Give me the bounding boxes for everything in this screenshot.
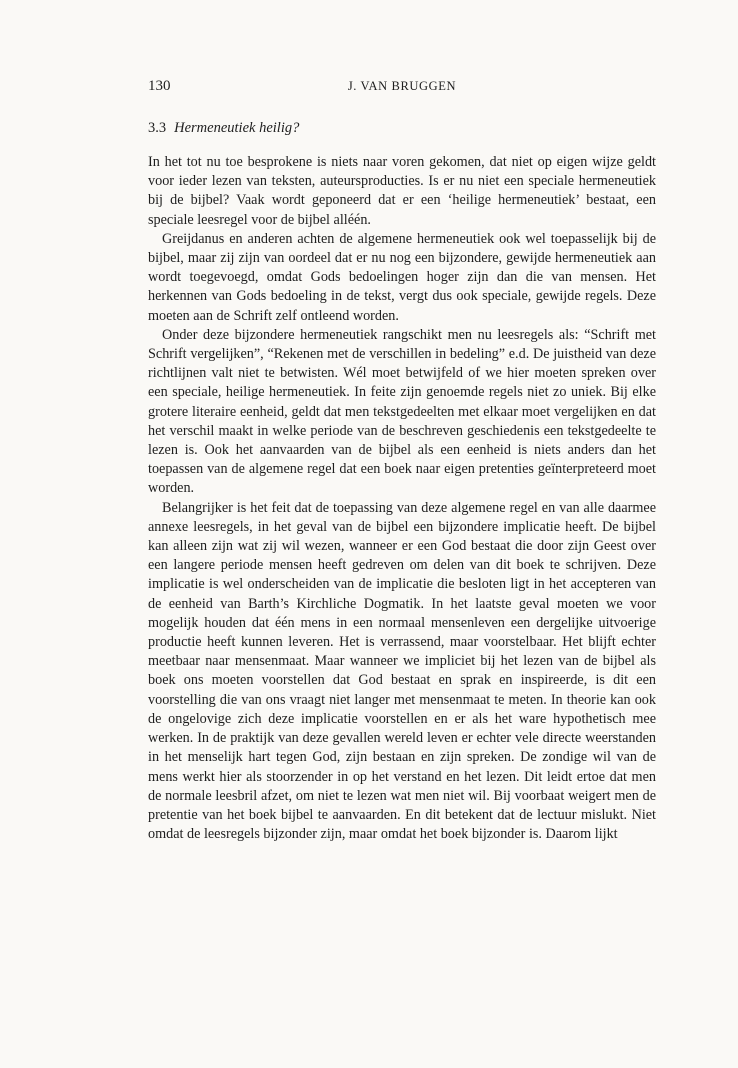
book-page [148,78,656,844]
paragraph: Onder deze bijzondere hermeneutiek rangschikt men nu leesregels als: “Schrift met Schrift vergelijken”, “Rekenen met de verschillen in bedeling” e.d. De juistheid van deze richtlijnen valt niet te betwisten. Wél moet betwijfeld of we hier moeten spreken over een speciale, heilige hermeneutiek. In feite zijn genoemde regels niet zo uniek. Bij elke grotere literaire eenheid, geldt dat men tekstgedeelten met elkaar moet vergelijken en dat het verschil maakt in welke periode van de beschreven geschiedenis een tekstgedeelte te lezen is. Ook het aanvaarden van de bijbel als een eenheid is niets anders dan het toepassen van de algemene regel dat een boek naar eigen pretenties geïnterpreteerd moet worden. [148,326,656,497]
page-number: 130 [148,78,171,94]
paragraph: Greijdanus en anderen achten de algemene hermeneutiek ook wel toepasselijk bij de bijbel, maar zij zijn van oordeel dat er nu nog een bijzondere, gewijde hermeneutiek aan wordt toegevoegd, omdat Gods bedoelingen hoger zijn dan die van mensen. Het herkennen van Gods bedoeling in de tekst, vergt dus ook speciale, gewijde regels. Deze moeten aan de Schrift zelf ontleend worden. [148,230,656,324]
section-heading [148,120,656,142]
section-title: Hermeneutiek heilig? [174,120,300,136]
paragraph: In het tot nu toe besprokene is niets naar voren gekomen, dat niet op eigen wijze geldt voor ieder lezen van teksten, auteursproducties. Is er nu niet een speciale hermeneutiek bij de bijbel? Vaak wordt geponeerd dat er een ‘heilige hermeneutiek’ bestaat, een speciale leesregel voor de bijbel alléén. [148,154,656,228]
running-head: J. VAN BRUGGEN [347,79,457,93]
section-number: 3.3 [148,120,167,136]
paragraph: Belangrijker is het feit dat de toepassing van deze algemene regel en van alle daarmee annexe leesregels, in het geval van de bijbel een bijzondere implicatie heeft. De bijbel kan alleen zijn wat zij wil wezen, wanneer er een God bestaat die door zijn Geest over een langere periode mensen heeft gedreven om delen van dit boek te schrijven. Deze implicatie is wel onderscheiden van de implicatie die besloten ligt in het accepteren van de eenheid van Barth’s Kirchliche Dogmatik. In het laatste geval moeten we voor mogelijk houden dat één mens in een normaal mensenleven een dergelijke uitvoerige productie heeft kunnen leveren. Het is verrassend, maar voorstelbaar. Het blijft echter meetbaar naar mensenmaat. Maar wanneer we impliciet bij het lezen van de bijbel als boek ons moeten voorstellen dat God bestaat en sprak en inspireerde, is dit een voorstelling die van ons vraagt niet langer met mensenmaat te meten. In theorie kan ook de ongelovige zich deze implicatie voorstellen en er als het ware hypothetisch mee werken. In de praktijk van deze gevallen wereld leven er echter vele directe weerstanden in het menselijk hart tegen God, zijn bestaan en zijn spreken. De zondige wil van de mens werkt hier als stoorzender in op het verstand en het lezen. Dit leidt ertoe dat men de normale leesbril afzet, om niet te lezen wat men niet wil. Bij voorbaat weigert men de pretentie van het boek bijbel te aanvaarden. En dit betekent dat de lectuur mislukt. Niet omdat de leesregels bijzonder zijn, maar omdat het boek bijzonder is. Daarom lijkt [148,499,656,843]
page-header [148,78,656,100]
body-text [148,153,656,844]
